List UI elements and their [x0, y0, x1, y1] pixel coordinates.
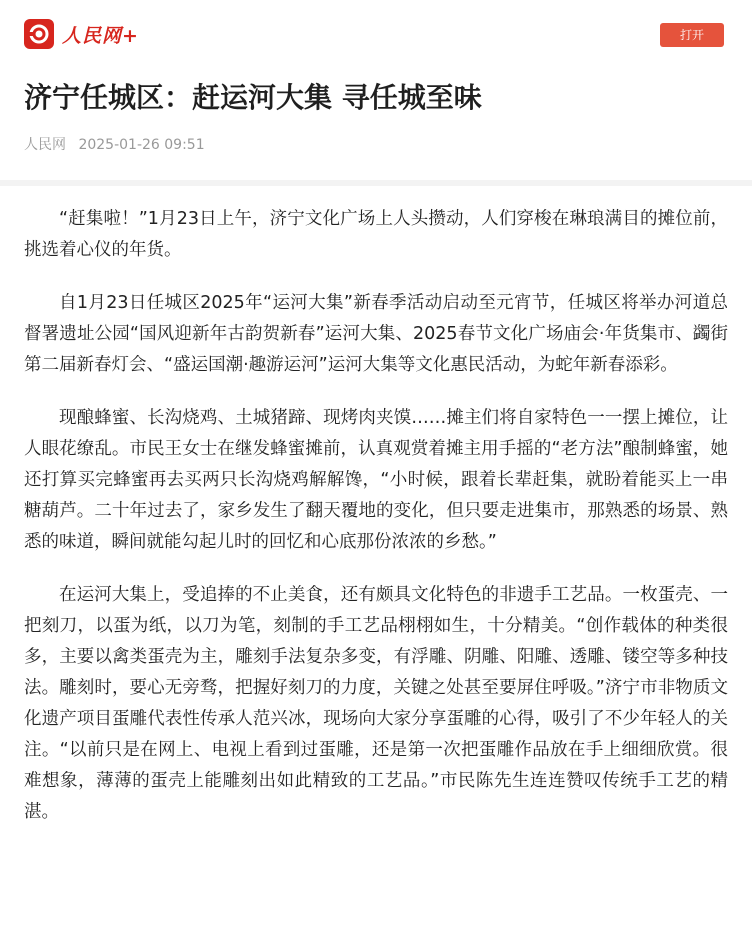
- article-datetime: 2025-01-26 09:51: [78, 137, 205, 153]
- article-title: 济宁任城区：赶运河大集 寻任城至味: [24, 81, 482, 114]
- brand-name: 人民网+: [62, 24, 139, 47]
- article-source: 人民网: [24, 137, 66, 153]
- section-divider: [0, 180, 752, 186]
- open-app-button[interactable]: 打开: [660, 23, 724, 47]
- article-paragraph: 自1月23日任城区2025年“运河大集”新春季活动启动至元宵节，任城区将举办河道总督署遗址公园“国风迎新年古韵贺新春”运河大集、2025春节文化广场庙会·年货集市、蠲街第二届新春灯会、“盛运国潮·趣游运河”运河大集等文化惠民活动，为蛇年新春添彩。: [24, 293, 728, 375]
- people-daily-logo-icon: [24, 19, 54, 49]
- article-paragraph: “赶集啦！”1月23日上午，济宁文化广场上人头攒动，人们穿梭在琳琅满目的摊位前，挑选着心仪的年货。: [24, 209, 728, 260]
- app-header: [0, 0, 752, 70]
- brand-logo[interactable]: [24, 19, 139, 49]
- article-body: [24, 204, 728, 850]
- article-paragraph: 现酿蜂蜜、长沟烧鸡、土城猪蹄、现烤肉夹馍……摊主们将自家特色一一摆上摊位，让人眼花缭乱。市民王女士在继发蜂蜜摊前，认真观赏着摊主用手摇的“老方法”酿制蜂蜜，她还打算买完蜂蜜再去买两只长沟烧鸡解解馋，“小时候，跟着长辈赶集，就盼着能买上一串糖葫芦。二十年过去了，家乡发生了翻天覆地的变化，但只要走进集市，那熟悉的场景、熟悉的味道，瞬间就能勾起儿时的回忆和心底那份浓浓的乡愁。”: [24, 408, 728, 552]
- article-paragraph: 在运河大集上，受追捧的不止美食，还有颇具文化特色的非遗手工艺品。一枚蛋壳、一把刻刀，以蛋为纸，以刀为笔，刻制的手工艺品栩栩如生，十分精美。“创作载体的种类很多，主要以禽类蛋壳为主，雕刻手法复杂多变，有浮雕、阴雕、阳雕、透雕、镂空等多种技法。雕刻时，要心无旁骛，把握好刻刀的力度，关键之处甚至要屏住呼吸。”济宁市非物质文化遗产项目蛋雕代表性传承人范兴冰，现场向大家分享蛋雕的心得，吸引了不少年轻人的关注。“以前只是在网上、电视上看到过蛋雕，还是第一次把蛋雕作品放在手上细细欣赏。很难想象，薄薄的蛋壳上能雕刻出如此精致的工艺品。”市民陈先生连连赞叹传统手工艺的精湛。: [24, 585, 728, 822]
- article-meta: [24, 134, 205, 154]
